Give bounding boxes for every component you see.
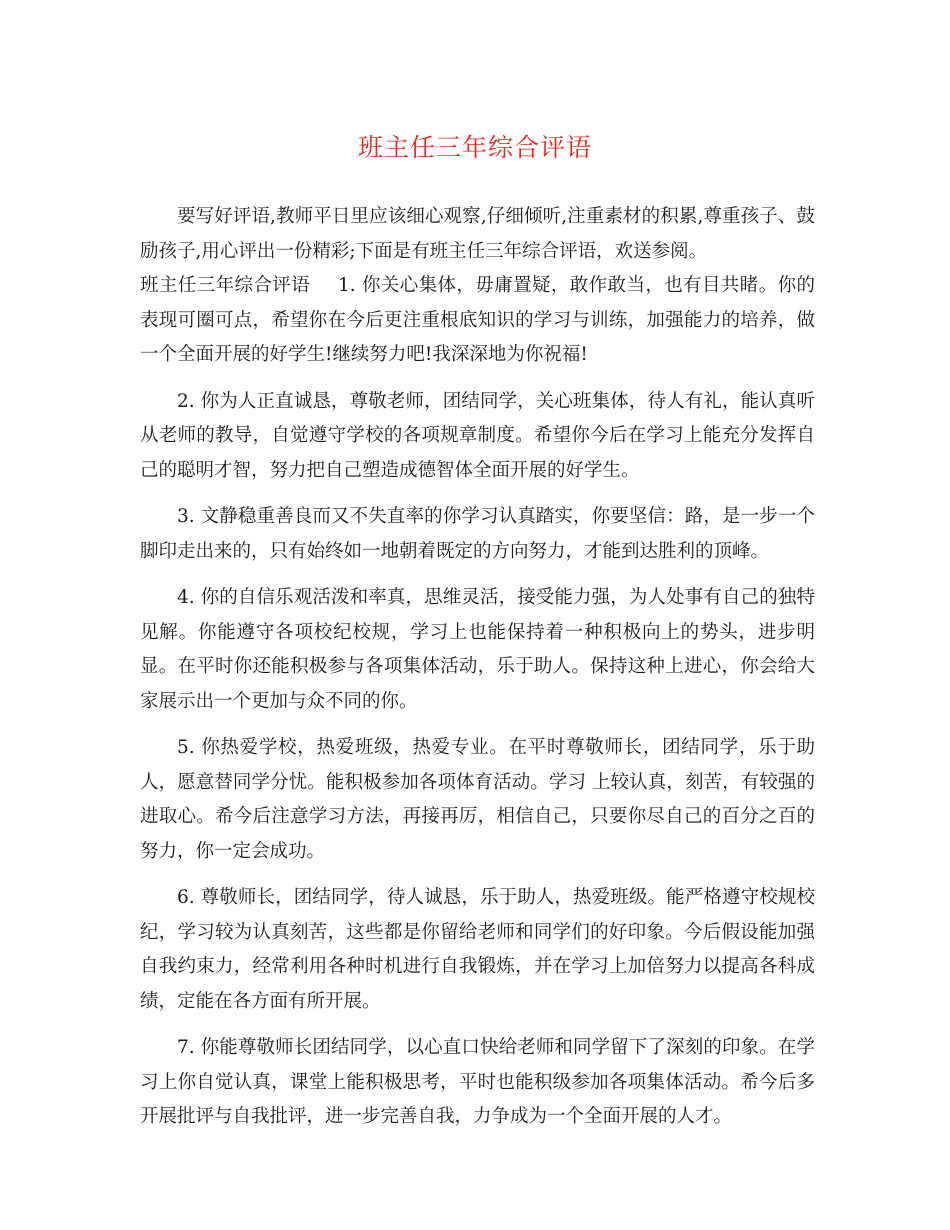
document-title: 班主任三年综合评语 [357, 133, 592, 162]
document-body [140, 200, 815, 1147]
section-heading: 班主任三年综合评语 [140, 275, 311, 296]
comment-item-1-text: 1. 你关心集体，毋庸置疑，敢作敢当，也有目共睹。你的表现可圈可点，希望你在今后更注重根底知识的学习与训练，加强能力的培养，做一个全面开展的好学生!继续努力吧!我深深地为你祝福! [140, 275, 815, 365]
comment-item-1 [140, 269, 815, 373]
intro-paragraph: 要写好评语,教师平日里应该细心观察,仔细倾听,注重素材的积累,尊重孩子、鼓励孩子,用心评出一份精彩;下面是有班主任三年综合评语，欢送参阅。 [140, 206, 815, 262]
comment-item-5: 5. 你热爱学校，热爱班级，热爱专业。在平时尊敬师长，团结同学，乐于助人，愿意替同学分忧。能积极参加各项体育活动。学习 上较认真，刻苦，有较强的进取心。希今后注意学习方法，再接再厉，相信自己，只要你尽自己的百分之百的努力，你一定会成功。 [140, 737, 815, 862]
comment-item-3: 3. 文静稳重善良而又不失直率的你学习认真踏实，你要坚信：路，是一步一个脚印走出来的，只有始终如一地朝着既定的方向努力，才能到达胜利的顶峰。 [140, 506, 815, 562]
comment-item-6: 6. 尊敬师长，团结同学，待人诚恳，乐于助人，热爱班级。能严格遵守校规校纪，学习较为认真刻苦，这些都是你留给老师和同学们的好印象。今后假设能加强自我约束力，经常利用各种时机进行自我锻炼，并在学习上加倍努力以提高各科成绩，定能在各方面有所开展。 [140, 887, 815, 1012]
comment-item-7: 7. 你能尊敬师长团结同学，以心直口快给老师和同学留下了深刻的印象。在学习上你自觉认真，课堂上能积极思考，平时也能积级参加各项集体活动。希今后多开展批评与自我批评，进一步完善自我，力争成为一个全面开展的人才。 [140, 1037, 815, 1127]
comment-item-2: 2. 你为人正直诚恳，尊敬老师，团结同学，关心班集体，待人有礼，能认真听从老师的教导，自觉遵守学校的各项规章制度。希望你今后在学习上能充分发挥自己的聪明才智，努力把自己塑造成德智体全面开展的好学生。 [140, 390, 815, 481]
comment-item-4: 4. 你的自信乐观活泼和率真，思维灵活，接受能力强，为人处事有自己的独特见解。你能遵守各项校纪校规，学习上也能保持着一种积极向上的势头，进步明显。在平时你还能积极参与各项集体活动，乐于助人。保持这种上进心，你会给大家展示出一个更加与众不同的你。 [140, 587, 815, 712]
